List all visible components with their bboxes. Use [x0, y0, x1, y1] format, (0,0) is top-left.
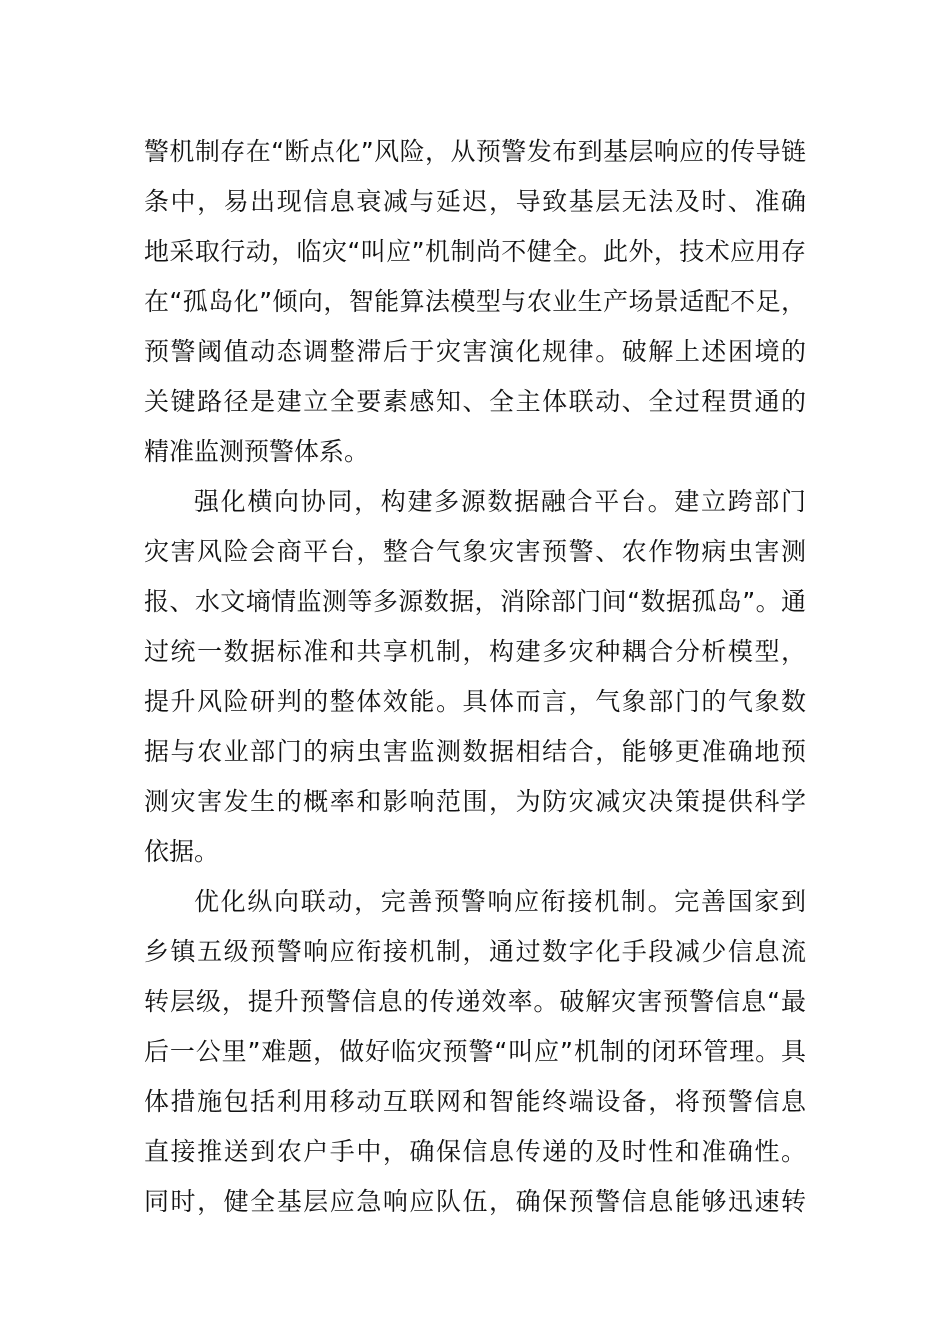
text-line: 警机制存在“断点化”风险，从预警发布到基层响应的传导链 [144, 137, 806, 166]
text-line: 后一公里”难题，做好临灾预警“叫应”机制的闭环管理。具 [144, 1037, 806, 1066]
body-text [144, 127, 806, 1227]
text-line: 精准监测预警体系。 [144, 437, 370, 466]
text-line: 关键路径是建立全要素感知、全主体联动、全过程贯通的 [144, 387, 806, 416]
text-line: 条中，易出现信息衰减与延迟，导致基层无法及时、准确 [144, 187, 806, 216]
text-line: 地采取行动，临灾“叫应”机制尚不健全。此外，技术应用存 [144, 237, 806, 266]
text-line: 报、水文墒情监测等多源数据，消除部门间“数据孤岛”。通 [144, 587, 806, 616]
text-line: 同时，健全基层应急响应队伍，确保预警信息能够迅速转 [144, 1187, 806, 1216]
text-line: 灾害风险会商平台，整合气象灾害预警、农作物病虫害测 [144, 537, 806, 566]
paragraph-first-line: 优化纵向联动，完善预警响应衔接机制。完善国家到 [194, 887, 806, 916]
text-line: 预警阈值动态调整滞后于灾害演化规律。破解上述困境的 [144, 337, 806, 366]
text-line: 转层级，提升预警信息的传递效率。破解灾害预警信息“最 [144, 987, 806, 1016]
text-line: 直接推送到农户手中，确保信息传递的及时性和准确性。 [144, 1137, 806, 1166]
paragraph-first-line: 强化横向协同，构建多源数据融合平台。建立跨部门 [194, 487, 806, 516]
text-line: 依据。 [144, 837, 220, 866]
text-line: 提升风险研判的整体效能。具体而言，气象部门的气象数 [144, 687, 806, 716]
text-line: 在“孤岛化”倾向，智能算法模型与农业生产场景适配不足， [144, 287, 806, 316]
text-line: 体措施包括利用移动互联网和智能终端设备，将预警信息 [144, 1087, 806, 1116]
text-line: 据与农业部门的病虫害监测数据相结合，能够更准确地预 [144, 737, 806, 766]
text-line: 乡镇五级预警响应衔接机制，通过数字化手段减少信息流 [144, 937, 806, 966]
text-line: 测灾害发生的概率和影响范围，为防灾减灾决策提供科学 [144, 787, 806, 816]
text-line: 过统一数据标准和共享机制，构建多灾种耦合分析模型， [144, 637, 806, 666]
